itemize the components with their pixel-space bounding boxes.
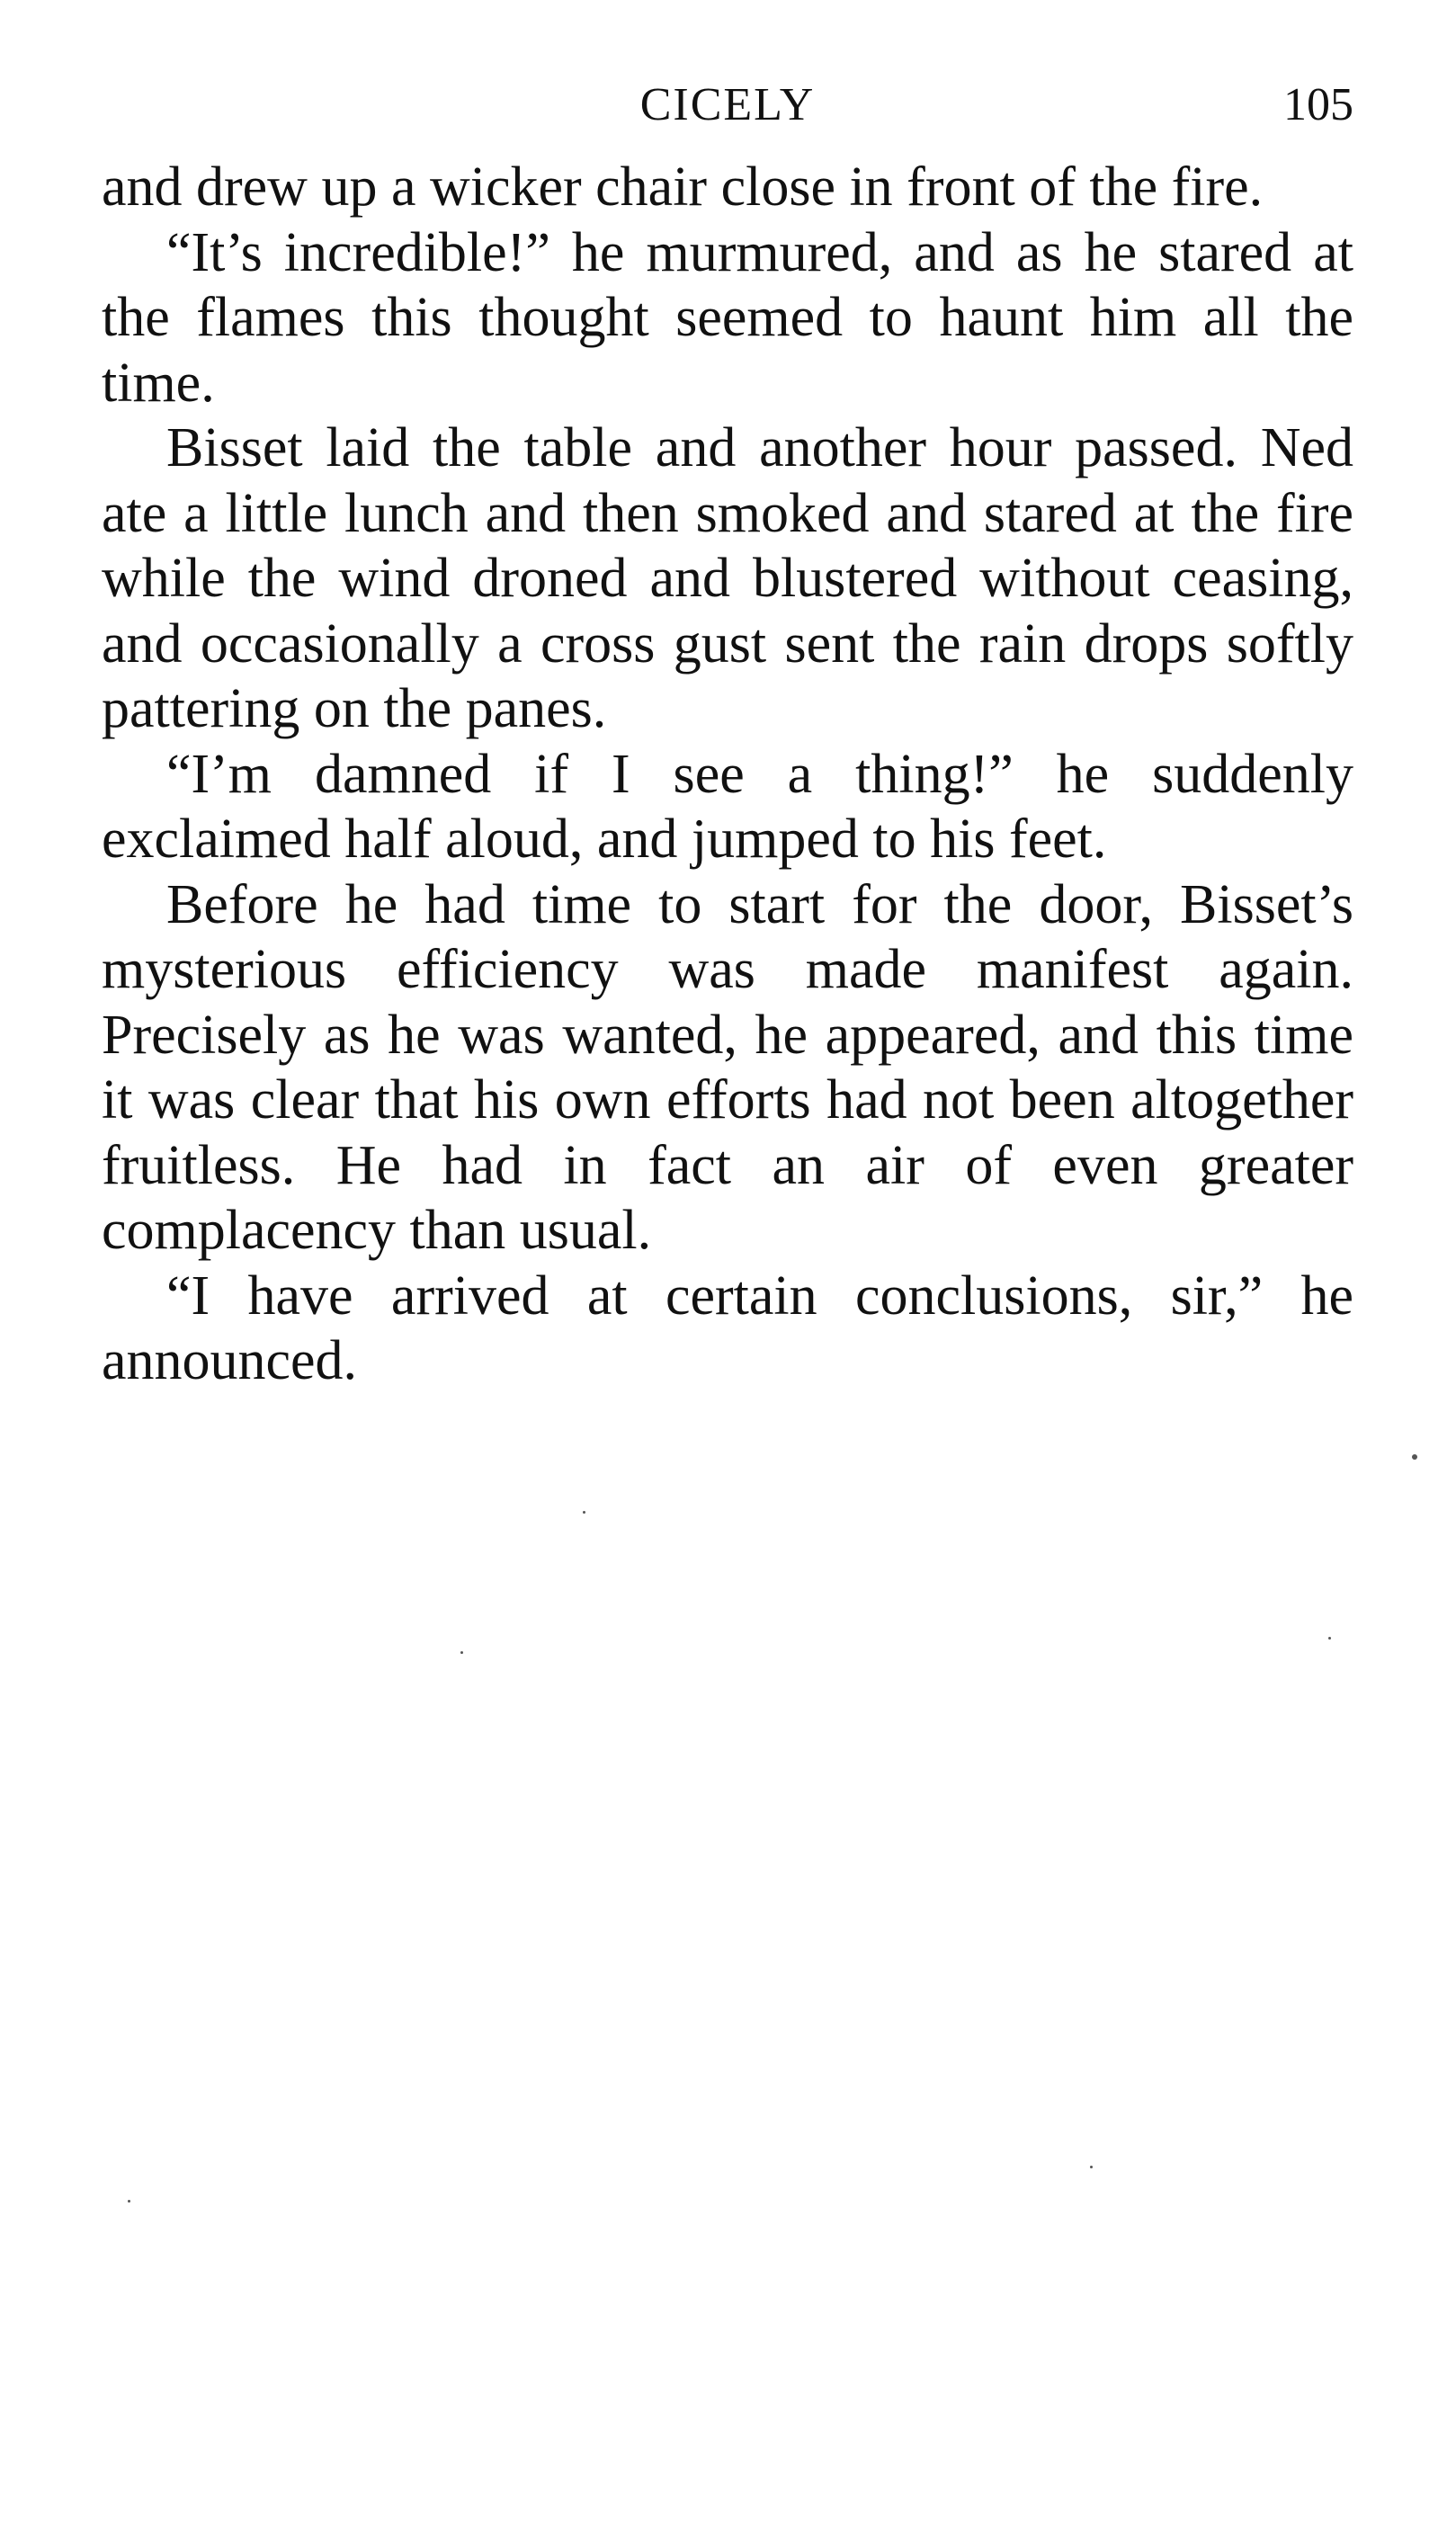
paragraph-2: “It’s incredible!” he murmured, and as he stared at the flames this thought seemed to haunt him all the time. xyxy=(102,221,1353,414)
body-text xyxy=(102,155,1353,1394)
paragraph-4: “I’m damned if I see a thing!” he suddenly exclaimed half aloud, and jumped to his feet. xyxy=(102,743,1353,870)
paragraph-1: and drew up a wicker chair close in front of the fire. xyxy=(102,156,1264,218)
chapter-title: CICELY xyxy=(639,79,816,130)
paper-speck xyxy=(460,1651,463,1654)
page-number: 105 xyxy=(1283,79,1353,130)
paragraph-6: “I have arrived at certain conclusions, sir,” he announced. xyxy=(102,1265,1353,1391)
running-head xyxy=(102,74,1353,137)
paper-speck xyxy=(128,2200,130,2203)
paper-speck xyxy=(1328,1637,1331,1640)
paper-speck xyxy=(1412,1454,1417,1460)
paper-speck xyxy=(1090,2166,1093,2168)
paragraph-5: Before he had time to start for the door, Bisset’s mysterious efficiency was made manifest again. Precisely as he was wanted, he appeared, and this time it was clear that his own efforts had not been altogether fruitless. He had in fact an air of even greater complacency than usual. xyxy=(102,873,1353,1261)
paragraph-3: Bisset laid the table and another hour passed. Ned ate a little lunch and then smoked and stared at the fire while the wind droned and blustered without ceasing, and occasionally a cross gust sent the rain drops softly pattering on the panes. xyxy=(102,417,1353,739)
paper-speck xyxy=(583,1511,585,1514)
